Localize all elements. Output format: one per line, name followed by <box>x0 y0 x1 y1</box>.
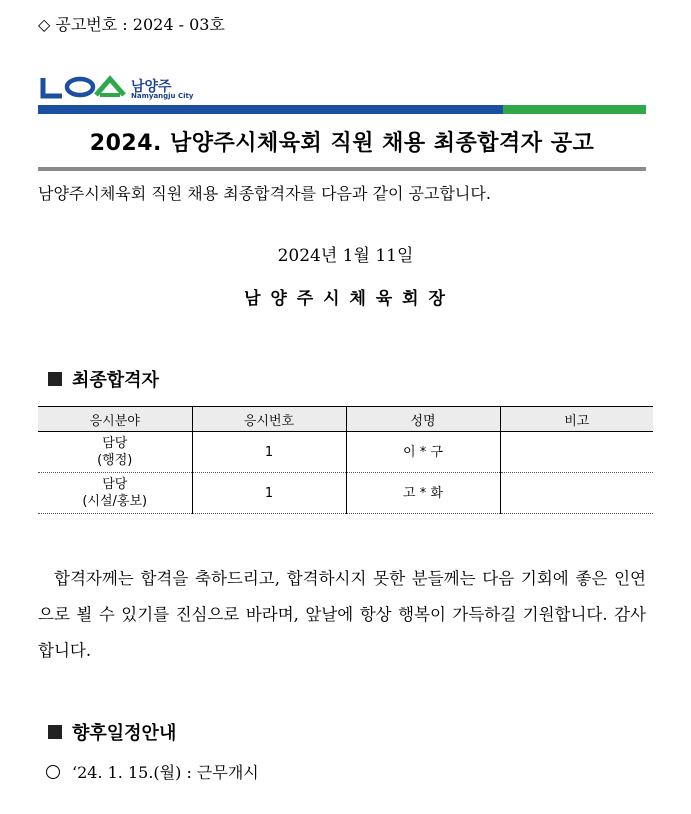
section-heading-schedule-label: 향후일정안내 <box>72 723 177 744</box>
closing-text: 합격자께는 합격을 축하드리고, 합격하시지 못한 분들께는 다음 기회에 좋은 인연으로 뵐 수 있기를 진심으로 바라며, 앞날에 항상 행복이 가득하길 기원합니다. 감사합니다. <box>38 569 646 660</box>
field-line1: 담당 <box>102 436 128 451</box>
document-title: 2024. 남양주시체육회 직원 채용 최종합격자 공고 <box>89 131 595 156</box>
cell-number: 1 <box>192 473 346 514</box>
cell-number: 1 <box>192 432 346 473</box>
header-name: 성명 <box>346 407 500 432</box>
section-heading-results-label: 최종합격자 <box>72 370 159 391</box>
section-heading-results <box>48 366 159 392</box>
closing-message <box>38 561 646 669</box>
cell-name: 고 * 화 <box>346 473 500 514</box>
title-underline <box>38 167 646 171</box>
field-line1: 담당 <box>102 477 128 492</box>
table-row <box>38 432 653 473</box>
namyangju-logo <box>40 75 200 101</box>
square-bullet-icon <box>48 725 62 739</box>
table-header-row <box>38 407 653 432</box>
header-color-bar <box>38 105 646 114</box>
cell-note <box>500 473 653 514</box>
schedule-item <box>46 760 259 783</box>
square-bullet-icon <box>48 372 62 386</box>
field-line2: (시설/홍보) <box>82 494 148 509</box>
header-field: 응시분야 <box>38 407 192 432</box>
notice-date: 2024년 1월 11일 <box>277 246 414 266</box>
logo-name-en: Namyangju City <box>131 92 194 100</box>
results-table <box>38 406 653 514</box>
intro-text: 남양주시체육회 직원 채용 최종합격자를 다음과 같이 공고합니다. <box>38 184 491 203</box>
cell-note <box>500 432 653 473</box>
field-line2: (행정) <box>97 453 133 468</box>
header-bar-blue <box>38 105 503 114</box>
namyangju-emblem-icon <box>40 75 126 101</box>
cell-name: 이 * 구 <box>346 432 500 473</box>
schedule-item-text: ‘24. 1. 15.(월) : 근무개시 <box>72 763 259 782</box>
logo-name-ko: 남양주 <box>131 79 172 95</box>
cell-field <box>38 473 192 514</box>
header-bar-green <box>503 105 646 114</box>
issuer: 남 양 주 시 체 육 회 장 <box>244 289 447 309</box>
section-heading-schedule <box>48 719 176 745</box>
header-number: 응시번호 <box>192 407 346 432</box>
circle-bullet-icon <box>46 765 60 779</box>
table-row <box>38 473 653 514</box>
header-note: 비고 <box>500 407 653 432</box>
cell-field <box>38 432 192 473</box>
notice-number: ◇ 공고번호 : 2024 - 03호 <box>38 15 225 34</box>
